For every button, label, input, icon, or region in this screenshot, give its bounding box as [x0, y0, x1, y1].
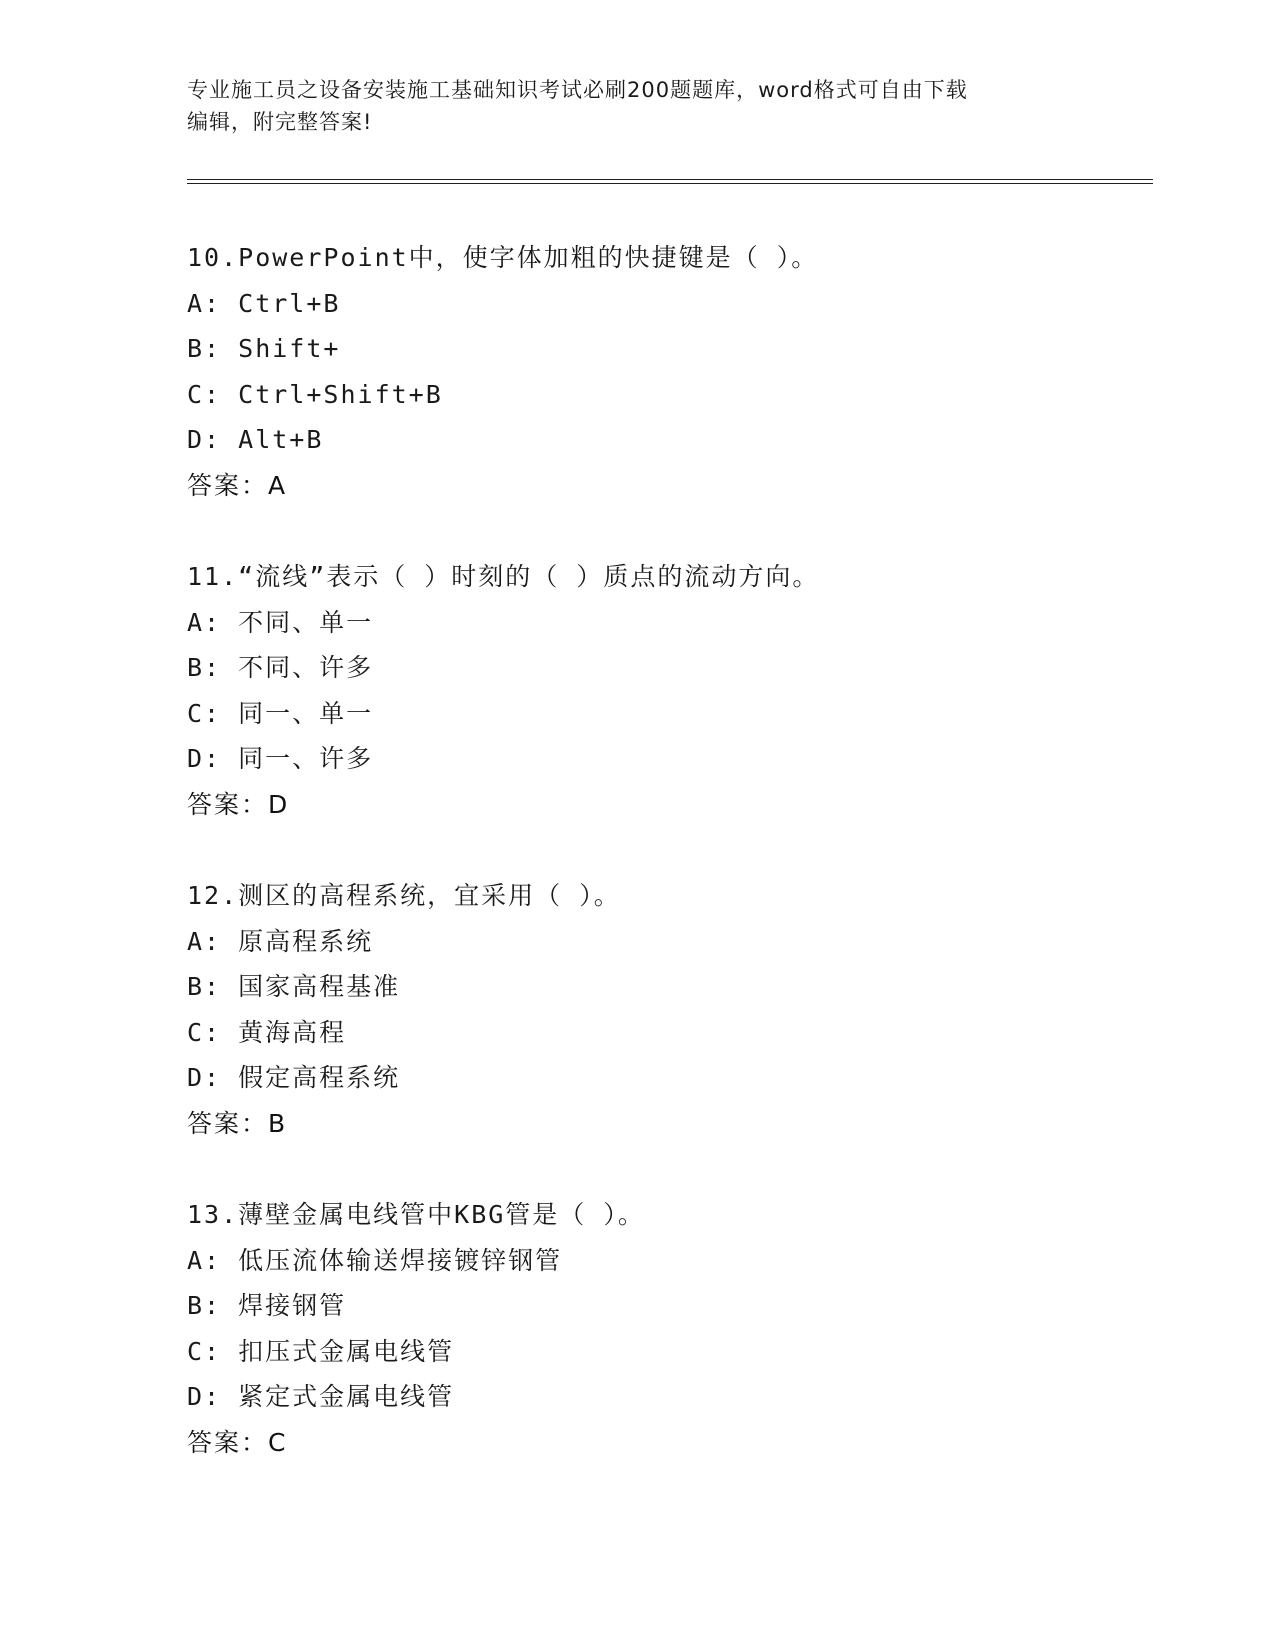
- document-header: [187, 74, 1087, 138]
- option-c: C: 同一、单一: [187, 698, 374, 728]
- option-b: B: 不同、许多: [187, 653, 374, 682]
- header-divider-top: [187, 179, 1153, 180]
- option-c: C: 黄海高程: [187, 1017, 347, 1047]
- answer-line: 答案：D: [187, 789, 290, 819]
- option-b: B: 焊接钢管: [187, 1291, 347, 1320]
- question-block: [187, 1192, 1147, 1465]
- question-stem: 10.PowerPoint中，使字体加粗的快捷键是（ ）。: [187, 243, 819, 272]
- question-block: [187, 235, 1147, 508]
- option-a: A: 低压流体输送焊接镀锌钢管: [187, 1245, 563, 1275]
- answer-line: 答案：A: [187, 470, 288, 500]
- answer-line: 答案：B: [187, 1108, 288, 1138]
- header-title-line-1: 专业施工员之设备安装施工基础知识考试必刷200题题库，word格式可自由下载: [187, 78, 968, 102]
- header-divider-bottom: [187, 183, 1153, 184]
- option-a: A: 不同、单一: [187, 607, 374, 637]
- question-block: [187, 873, 1147, 1146]
- option-d: D: 同一、许多: [187, 744, 374, 773]
- question-stem: 12.测区的高程系统，宜采用（ ）。: [187, 881, 621, 910]
- option-b: B: 国家高程基准: [187, 972, 401, 1001]
- option-b: B: Shift+: [187, 334, 341, 363]
- option-d: D: 紧定式金属电线管: [187, 1382, 455, 1411]
- option-a: A: Ctrl+B: [187, 288, 341, 318]
- question-stem: 11.“流线”表示（ ）时刻的（ ）质点的流动方向。: [187, 562, 820, 591]
- question-block: [187, 554, 1147, 827]
- option-d: D: Alt+B: [187, 425, 324, 454]
- answer-line: 答案：C: [187, 1427, 288, 1457]
- header-title-line-2: 编辑，附完整答案!: [187, 110, 373, 134]
- option-c: C: 扣压式金属电线管: [187, 1336, 455, 1366]
- question-stem: 13.薄壁金属电线管中KBG管是（ ）。: [187, 1200, 645, 1229]
- option-c: C: Ctrl+Shift+B: [187, 379, 443, 409]
- option-a: A: 原高程系统: [187, 926, 374, 956]
- option-d: D: 假定高程系统: [187, 1063, 401, 1092]
